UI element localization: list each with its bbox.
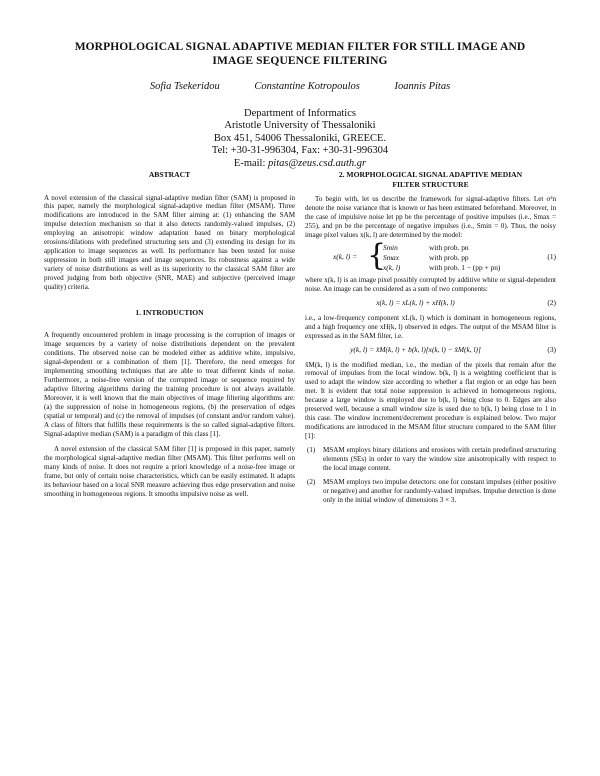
list-item-text: MSAM employs two impulse detectors: one for constant impulses (either positive or negative) and another for randomly-valued impulses. Impulse detection is done only in the initial window of dimensions 3 × 3.	[323, 477, 556, 504]
equation-1-lhs: x(k, l) =	[333, 251, 358, 261]
equation-1-case	[383, 263, 500, 273]
equation-3-number: (3)	[547, 344, 556, 354]
author-2: Constantine Kotropoulos	[254, 81, 360, 92]
section2-heading-line-2: FILTER STRUCTURE	[392, 179, 469, 189]
equation-1	[305, 237, 556, 276]
abstract-text: A novel extension of the classical signal-adaptive median filter (SAM) is proposed in this paper, namely the morphological signal-adaptive median filter (MSAM). Three modifications are introduced in the SAM filter aiming at: (1) enhancing the SAM impulse detection mechanism so that it also detects randomly-valued impulses, (2) employing an anisotropic window adaptation based on binary morphological erosions/dilations with predefined structuring sets and (3) extending its design for its application to image sequences as well. Its performance has been tested for noise suppression in both still images and image sequences. Its robustness against a wide variety of noise distributions as well as its superiority to the classical SAM filter are proved judging from both objective (SNR, MAE) and subjective (perceived image quality) criteria.	[44, 193, 295, 292]
case-value: Smax	[383, 252, 400, 262]
section2-heading-line-1: 2. MORPHOLOGICAL SIGNAL ADAPTIVE MEDIAN	[338, 170, 523, 179]
list-item-label: (2)	[307, 477, 316, 486]
affil-phone: Tel: +30-31-996304, Fax: +30-31-996304	[211, 145, 389, 157]
section2-paragraph-1: To begin with, let us describe the framework for signal-adaptive filters. Let σ²n denote the noise variance that is known or has been estimated beforehand. Moreover, in the case of impulsive noise let pp be the percentage of positive impulses (i.e., Smax = 255), and pn be the percentage of negative impulses (i.e., Smin = 0). Thus, the noisy image pixel values x(k, l) are determined by the model:	[305, 195, 556, 239]
left-column	[44, 170, 295, 499]
case-condition: with prob. pn	[429, 242, 469, 252]
intro-paragraph-2: A novel extension of the classical SAM filter [1] is proposed in this paper, namely the morphological signal-adaptive median filter (MSAM). This filter performs well on many kinds of noise. It does not require a priori knowledge of a noise-free image or frame, but only of certain noise characteristics, which can be easily estimated. It adapts its behaviour based on a local SNR measure achieving thus edge preservation and noise smoothing in homogeneous regions. It smooths impulsive noise as well.	[44, 444, 295, 498]
affil-univ: Aristotle University of Thessaloniki	[224, 120, 376, 132]
intro-paragraph-1: A frequently encountered problem in image processing is the corruption of images or image sequences by a variety of noise distributions dependent on the prevalent conditions. The observed noise can be modeled either as additive white, impulsive, signal-dependent or a combination of them [1]. Therefore, the need emerges for implementing smoothing techniques that are able to treat different kinds of noise. Furthermore, a noise-free version of the corrupted image or sequence required by adaptive filtering algorithms during the training procedure is not always available. Moreover, it is well known that the main objectives of image filtering algorithms are: (a) the suppression of noise in homogeneous regions, (b) the preservation of edges (spatial or temporal) and (c) the removal of impulses (of constant and/or random value). A class of filters that fulfills these requirements is the so called signal-adaptive filters. Signal-adaptive median (SAM) is a paradigm of this class [1].	[44, 331, 295, 438]
equation-1-cases	[383, 243, 500, 273]
list-item-text: MSAM employs binary dilations and erosions with certain predefined structuring elements (SEs) in order to vary the window size anisotropically with respect to the local image content.	[323, 446, 556, 473]
abstract-heading: ABSTRACT	[148, 170, 191, 179]
author-list	[40, 81, 560, 92]
equation-1-case	[383, 253, 500, 263]
right-column	[305, 170, 556, 505]
affiliation-block	[60, 108, 540, 170]
list-item	[305, 478, 556, 505]
case-condition: with prob. pp	[429, 252, 469, 262]
equation-1-case	[383, 243, 500, 253]
case-condition: with prob. 1 − (pp + pn)	[429, 262, 501, 272]
section2-paragraph-3: i.e., a low-frequency component xL(k, l) which is dominant in homogeneous regions, and a high frequency one xH(k, l) observed in edges. The output of the MSAM filter is expressed as in the SAM filter, i.e.	[305, 313, 556, 340]
equation-3	[305, 341, 556, 361]
title-line-1: MORPHOLOGICAL SIGNAL ADAPTIVE MEDIAN FILTER FOR STILL IMAGE AND	[74, 41, 526, 53]
equation-2-body: x(k, l) = xL(k, l) + xH(k, l)	[376, 297, 455, 307]
paper-title	[40, 40, 560, 68]
equation-2	[305, 294, 556, 314]
title-line-2: IMAGE SEQUENCE FILTERING	[212, 55, 388, 67]
affil-dept: Department of Informatics	[244, 108, 356, 119]
section2-paragraph-2: where x(k, l) is an image pixel possibly corrupted by additive white or signal-dependent noise. An image can be considered as a sum of two components:	[305, 275, 556, 293]
affil-address: Box 451, 54006 Thessaloniki, GREECE.	[213, 132, 387, 144]
equation-1-number: (1)	[547, 251, 556, 261]
equation-1-brace: {	[367, 237, 387, 273]
email-label: E-mail:	[233, 157, 266, 169]
section2-paragraph-4: x̂M(k, l) is the modified median, i.e., the median of the pixels that remain after the removal of impulses from the local window. b(k, l) is a weighting coefficient that is used to adapt the window size according to whether a flat region or an edge has been met. It is evident that total noise suppression is achieved in homogeneous regions, because a large window is employed due to b(k, l) being close to 0. Edges are also preserved well, because a small window size is used due to b(k, l) being close to 1 in this case. The window increment/decrement procedure is explained below. Two major modifications are introduced in the MSAM filter structure compared to the SAM filter [1]:	[305, 360, 556, 441]
intro-heading: 1. INTRODUCTION	[135, 307, 204, 317]
email-address: pitas@zeus.csd.auth.gr	[268, 157, 367, 169]
list-item-label: (1)	[307, 446, 316, 455]
author-1: Sofia Tsekeridou	[149, 81, 220, 92]
equation-2-number: (2)	[547, 297, 556, 307]
case-value: Smin	[383, 242, 398, 252]
author-3: Ioannis Pitas	[394, 81, 451, 92]
equation-3-body: y(k, l) = x̂M(k, l) + b(k, l)[x(k, l) − x̂M(k, l)]	[350, 344, 481, 354]
affil-email-line	[60, 158, 540, 170]
list-item	[305, 446, 556, 473]
case-value: x(k, l)	[383, 262, 401, 272]
